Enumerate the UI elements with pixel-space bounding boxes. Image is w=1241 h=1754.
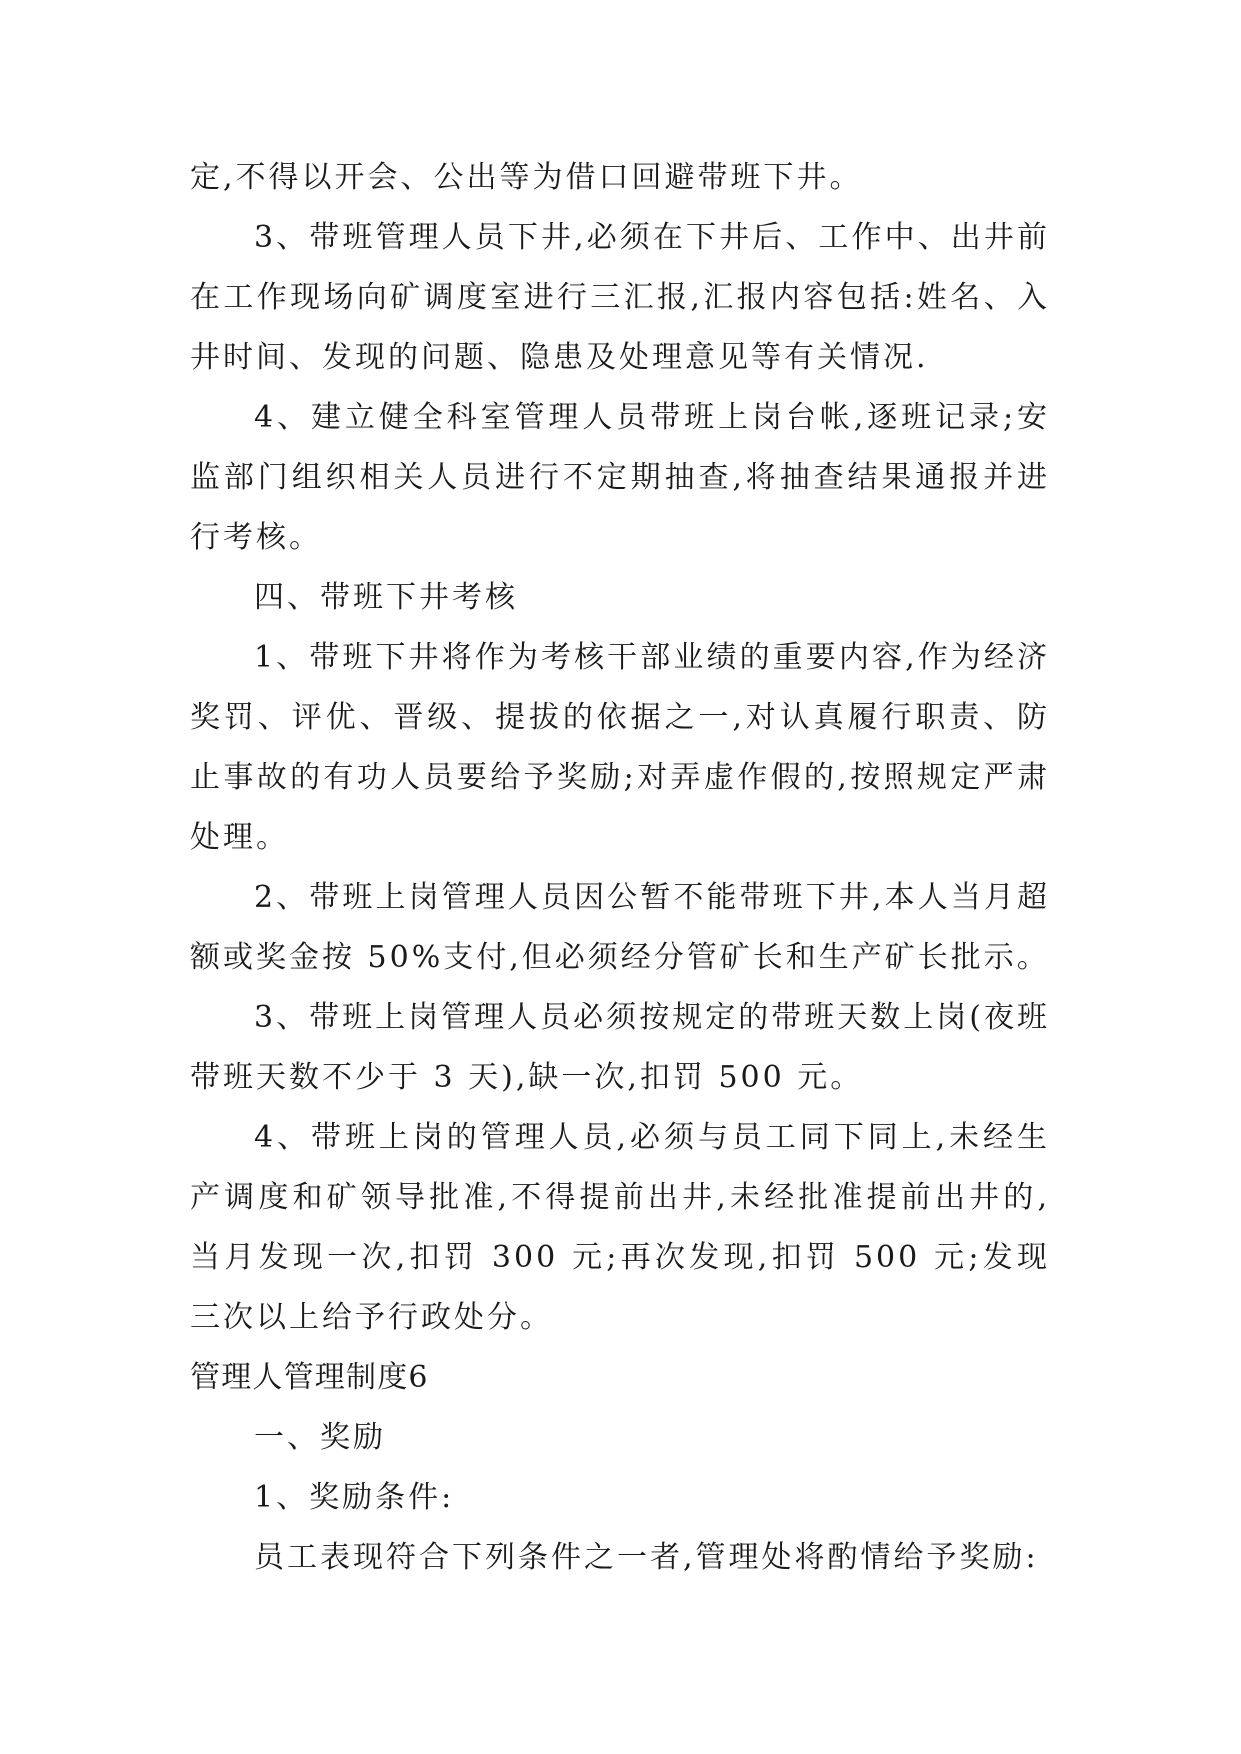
paragraph-item-3-report: 3、带班管理人员下井,必须在下井后、工作中、出井前在工作现场向矿调度室进行三汇报,汇报内容包括:姓名、入井时间、发现的问题、隐患及处理意见等有关情况.	[190, 220, 1050, 375]
paragraph-assessment-3: 3、带班上岗管理人员必须按规定的带班天数上岗(夜班带班天数不少于 3 天),缺一次,扣罚 500 元。	[190, 1000, 1050, 1095]
paragraph-continuation: 定,不得以开会、公出等为借口回避带班下井。	[190, 160, 863, 195]
paragraph-reward-conditions: 1、奖励条件:	[254, 1480, 455, 1515]
paragraph-assessment-2: 2、带班上岗管理人员因公暂不能带班下井,本人当月超额或奖金按 50%支付,但必须经分管矿长和生产矿长批示。	[190, 880, 1050, 975]
section-heading-rewards: 一、奖励	[254, 1420, 386, 1455]
paragraph-item-4-ledger: 4、建立健全科室管理人员带班上岗台帐,逐班记录;安监部门组织相关人员进行不定期抽查,将抽查结果通报并进行考核。	[190, 400, 1050, 555]
section-heading-assessment: 四、带班下井考核	[254, 580, 518, 615]
document-page	[190, 148, 1050, 1588]
paragraph-assessment-1: 1、带班下井将作为考核干部业绩的重要内容,作为经济奖罚、评优、晋级、提拔的依据之一,对认真履行职责、防止事故的有功人员要给予奖励;对弄虚作假的,按照规定严肃处理。	[190, 640, 1050, 855]
paragraph-assessment-4: 4、带班上岗的管理人员,必须与员工同下同上,未经生产调度和矿领导批准,不得提前出井,未经批准提前出井的,当月发现一次,扣罚 300 元;再次发现,扣罚 500 元;发现三次以上给予行政处分。	[190, 1120, 1050, 1335]
document-title-section-6: 管理人管理制度6	[190, 1360, 429, 1395]
paragraph-reward-intro: 员工表现符合下列条件之一者,管理处将酌情给予奖励:	[254, 1540, 1039, 1575]
